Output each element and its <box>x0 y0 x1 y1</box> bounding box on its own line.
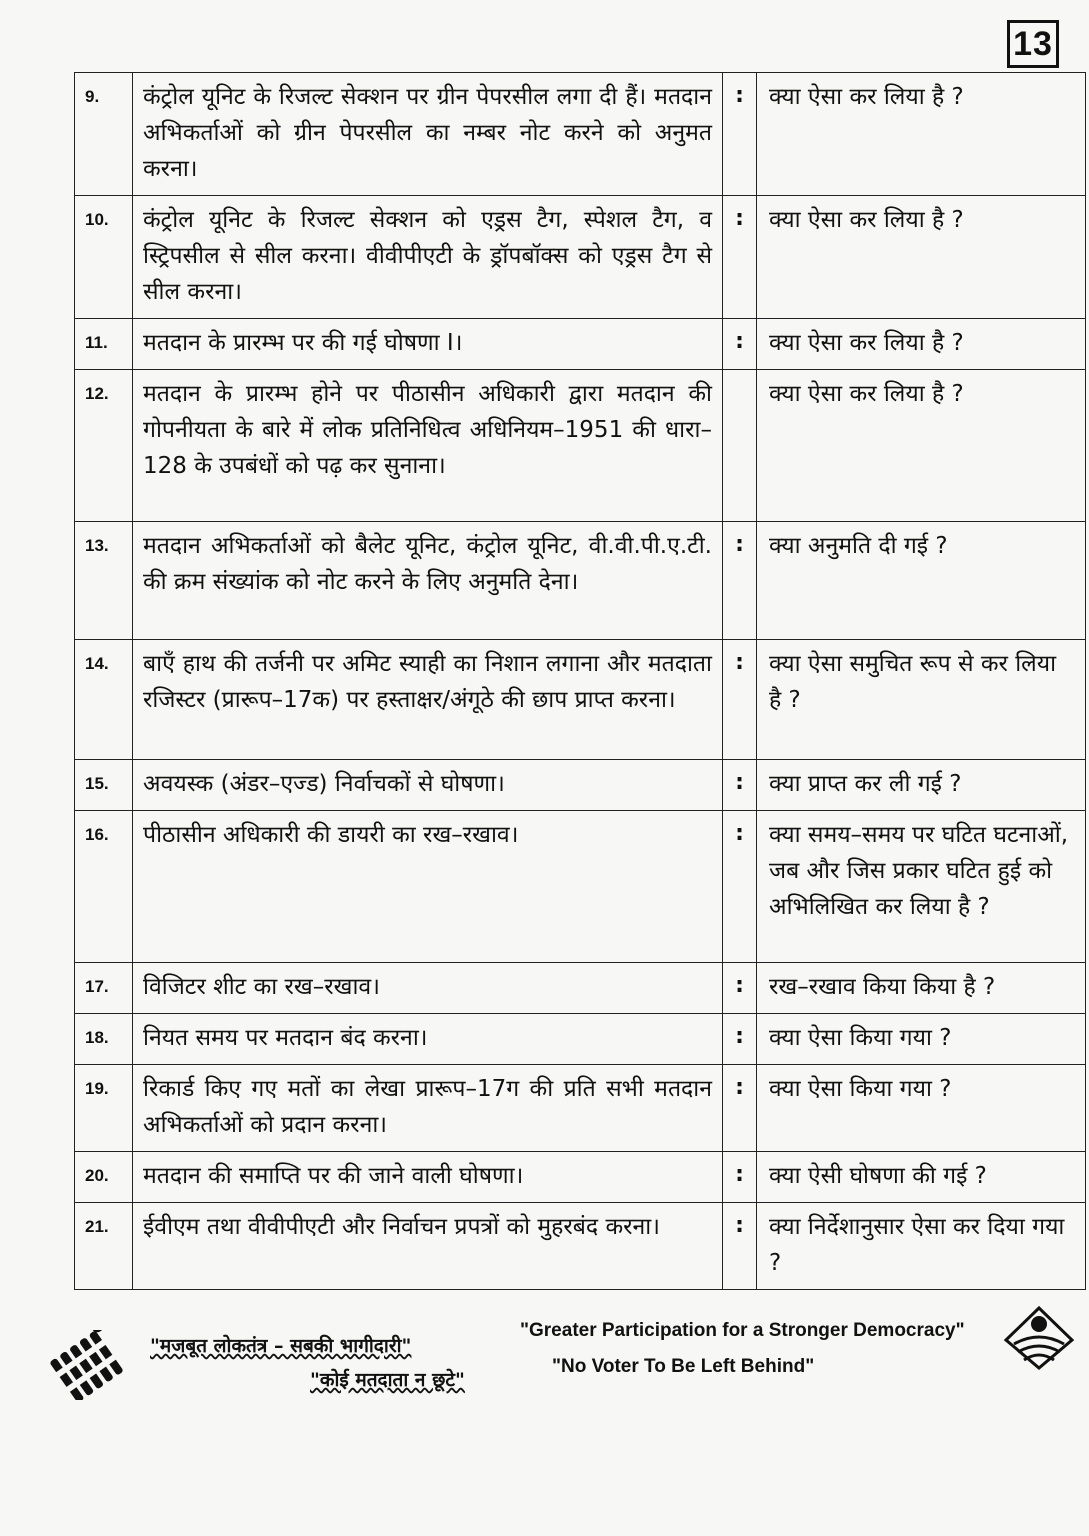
verification-question: रख–रखाव किया किया है ? <box>757 963 1086 1014</box>
item-description: अवयस्क (अंडर–एज्ड) निर्वाचकों से घोषणा। <box>133 760 723 811</box>
item-description: कंट्रोल यूनिट के रिजल्ट सेक्शन पर ग्रीन पेपरसील लगा दी हैं। मतदान अभिकर्ताओं को ग्रीन पेपरसील का नम्बर नोट करने को अनुमत करना। <box>133 73 723 196</box>
separator-colon: : <box>723 963 757 1014</box>
separator-colon: : <box>723 73 757 196</box>
item-description: विजिटर शीट का रख–रखाव। <box>133 963 723 1014</box>
table-row <box>75 196 1086 319</box>
hindi-slogan-line-2: "कोई मतदाता न छूटे" <box>310 1369 465 1391</box>
separator-colon <box>723 370 757 522</box>
table-row <box>75 73 1086 196</box>
table-row <box>75 963 1086 1014</box>
item-description: ईवीएम तथा वीवीपीएटी और निर्वाचन प्रपत्रों को मुहरबंद करना। <box>133 1203 723 1290</box>
table-row <box>75 640 1086 760</box>
item-number: 13. <box>75 522 133 640</box>
separator-colon: : <box>723 196 757 319</box>
separator-colon: : <box>723 522 757 640</box>
table-row <box>75 1203 1086 1290</box>
verification-question: क्या ऐसा किया गया ? <box>757 1065 1086 1152</box>
table-row <box>75 370 1086 522</box>
verification-question: क्या निर्देशानुसार ऐसा कर दिया गया ? <box>757 1203 1086 1290</box>
item-description: बाएँ हाथ की तर्जनी पर अमिट स्याही का निशान लगाना और मतदाता रजिस्टर (प्रारूप–17क) पर हस्ताक्षर/अंगूठे की छाप प्राप्त करना। <box>133 640 723 760</box>
state-emblem-icon <box>1000 1300 1078 1372</box>
item-number: 21. <box>75 1203 133 1290</box>
verification-question: क्या प्राप्त कर ली गई ? <box>757 760 1086 811</box>
separator-colon: : <box>723 1014 757 1065</box>
item-description: कंट्रोल यूनिट के रिजल्ट सेक्शन को एड्रस टैग, स्पेशल टैग, व स्ट्रिपसील से सील करना। वीवीपीएटी के ड्रॉपबॉक्स को एड्रस टैग से सील करना। <box>133 196 723 319</box>
item-number: 15. <box>75 760 133 811</box>
hindi-slogan-line-1: "मजबूत लोकतंत्र – सबकी भागीदारी" <box>150 1335 412 1357</box>
verification-question: क्या ऐसा कर लिया है ? <box>757 319 1086 370</box>
item-description: मतदान के प्रारम्भ होने पर पीठासीन अधिकारी द्वारा मतदान की गोपनीयता के बारे में लोक प्रतिनिधित्व अधिनियम–1951 की धारा–128 के उपबंधों को पढ़ कर सुनाना। <box>133 370 723 522</box>
checklist-table <box>74 72 1086 1290</box>
item-number: 10. <box>75 196 133 319</box>
table-row <box>75 1065 1086 1152</box>
separator-colon: : <box>723 1152 757 1203</box>
item-description: पीठासीन अधिकारी की डायरी का रख–रखाव। <box>133 811 723 963</box>
table-row <box>75 1152 1086 1203</box>
item-number: 16. <box>75 811 133 963</box>
separator-colon: : <box>723 1203 757 1290</box>
item-description: रिकार्ड किए गए मतों का लेखा प्रारूप–17ग की प्रति सभी मतदान अभिकर्ताओं को प्रदान करना। <box>133 1065 723 1152</box>
table-row <box>75 319 1086 370</box>
item-description: मतदान के प्रारम्भ पर की गई घोषणा I। <box>133 319 723 370</box>
verification-question: क्या ऐसा कर लिया है ? <box>757 73 1086 196</box>
item-number: 17. <box>75 963 133 1014</box>
item-description: मतदान की समाप्ति पर की जाने वाली घोषणा। <box>133 1152 723 1203</box>
table-row <box>75 522 1086 640</box>
election-commission-logo-icon <box>50 1330 128 1400</box>
footer <box>0 1290 1089 1410</box>
separator-colon: : <box>723 760 757 811</box>
item-number: 20. <box>75 1152 133 1203</box>
verification-question: क्या अनुमति दी गई ? <box>757 522 1086 640</box>
verification-question: क्या समय–समय पर घटित घटनाओं, जब और जिस प्रकार घटित हुई को अभिलिखित कर लिया है ? <box>757 811 1086 963</box>
item-number: 12. <box>75 370 133 522</box>
verification-question: क्या ऐसा समुचित रूप से कर लिया है ? <box>757 640 1086 760</box>
item-description: मतदान अभिकर्ताओं को बैलेट यूनिट, कंट्रोल यूनिट, वी.वी.पी.ए.टी. की क्रम संख्यांक को नोट करने के लिए अनुमति देना। <box>133 522 723 640</box>
english-slogan-line-1: "Greater Participation for a Stronger Democracy" <box>520 1320 965 1341</box>
item-number: 9. <box>75 73 133 196</box>
item-number: 19. <box>75 1065 133 1152</box>
table-row <box>75 760 1086 811</box>
page-number: 13 <box>1007 20 1059 68</box>
table-row <box>75 1014 1086 1065</box>
separator-colon: : <box>723 1065 757 1152</box>
verification-question: क्या ऐसा किया गया ? <box>757 1014 1086 1065</box>
verification-question: क्या ऐसा कर लिया है ? <box>757 370 1086 522</box>
item-number: 11. <box>75 319 133 370</box>
separator-colon: : <box>723 811 757 963</box>
item-number: 18. <box>75 1014 133 1065</box>
item-number: 14. <box>75 640 133 760</box>
verification-question: क्या ऐसा कर लिया है ? <box>757 196 1086 319</box>
item-description: नियत समय पर मतदान बंद करना। <box>133 1014 723 1065</box>
table-row <box>75 811 1086 963</box>
verification-question: क्या ऐसी घोषणा की गई ? <box>757 1152 1086 1203</box>
english-slogan-line-2: "No Voter To Be Left Behind" <box>552 1356 815 1377</box>
separator-colon: : <box>723 319 757 370</box>
separator-colon: : <box>723 640 757 760</box>
